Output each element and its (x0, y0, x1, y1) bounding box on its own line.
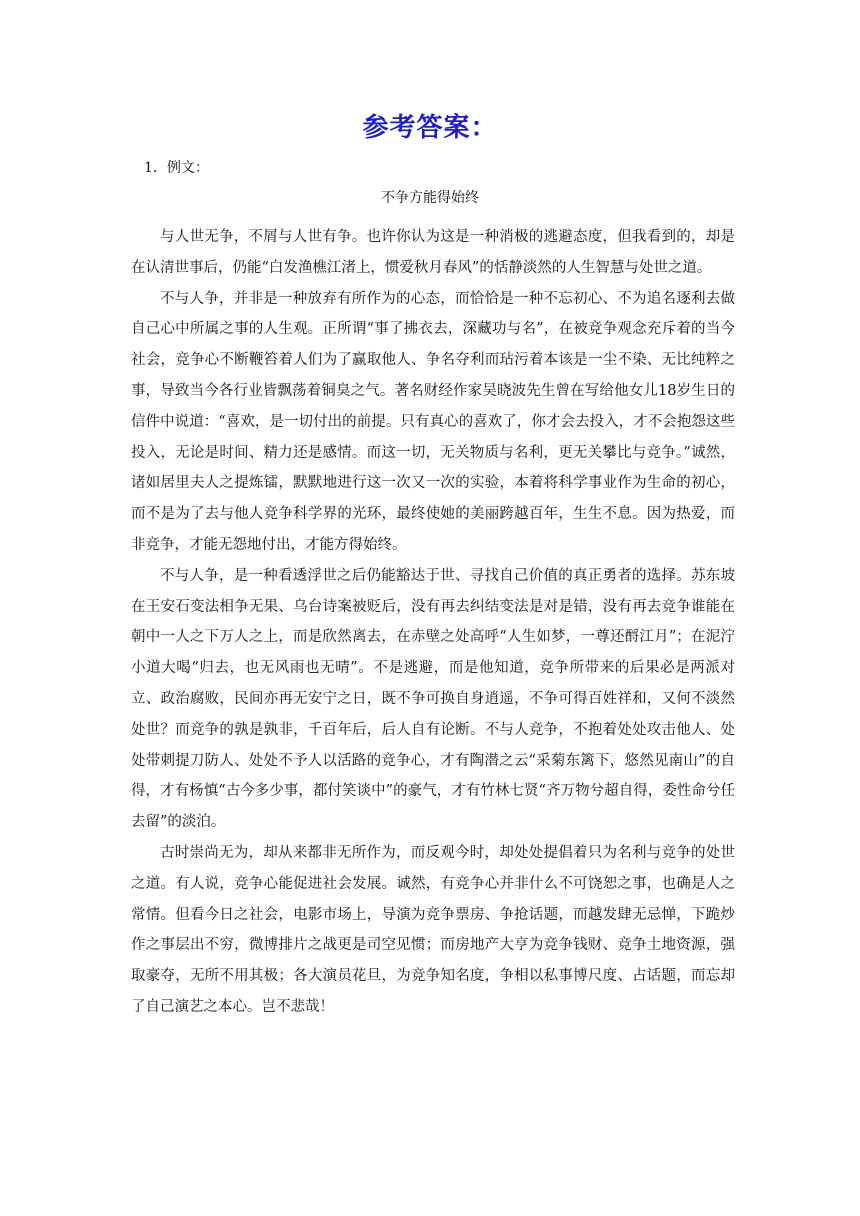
paragraph-2: 不与人争，并非是一种放弃有所作为的心态，而恰恰是一种不忘初心、不为追名逐利去做自己心中所属之事的人生观。正所谓“事了拂衣去，深藏功与名”，在被竞争观念充斥着的当今社会，竞争心不断鞭笞着人们为了赢取他人、争名夺利而玷污着本该是一尘不染、无比纯粹之事，导致当今各行业皆飘荡着铜臭之气。著名财经作家吴晓波先生曾在写给他女儿18岁生日的信件中说道：“喜欢，是一切付出的前提。只有真心的喜欢了，你才会去投入，才不会抱怨这些投入，无论是时间、精力还是感情。而这一切，无关物质与名利，更无关攀比与竞争。”诚然，诸如居里夫人之提炼镭，默默地进行这一次又一次的实验，本着将科学事业作为生命的初心，而不是为了去与他人竞争科学界的光环，最终使她的美丽跨越百年，生生不息。因为热爱，而非竞争，才能无怨地付出，才能方得始终。 (131, 290, 735, 553)
essay-body (131, 222, 735, 1023)
paragraph-3: 不与人争，是一种看透浮世之后仍能豁达于世、寻找自己价值的真正勇者的选择。苏东坡在王安石变法相争无果、乌台诗案被贬后，没有再去纠结变法是对是错，没有再去竞争谁能在朝中一人之下万人之上，而是欣然离去，在赤壁之处高呼“人生如梦，一尊还酹江月”；在泥泞小道大喝“归去，也无风雨也无晴”。不是逃避，而是他知道，竞争所带来的后果必是两派对立、政治腐败，民间亦再无安宁之日，既不争可换自身逍遥，不争可得百姓祥和，又何不淡然处世？而竞争的孰是孰非，千百年后，后人自有论断。不与人竞争，不抱着处处攻击他人、处处带刺提刀防人、处处不予人以活路的竞争心，才有陶潜之云“采菊东篱下，悠然见南山”的自得，才有杨慎“古今多少事，都付笑谈中”的豪气，才有竹林七贤“齐万物兮超自得，委性命兮任去留”的淡泊。 (131, 567, 735, 831)
paragraph-1: 与人世无争，不屑与人世有争。也许你认为这是一种消极的逃避态度，但我看到的，却是在认清世事后，仍能“白发渔樵江渚上，惯爱秋月春风”的恬静淡然的人生智慧与处世之道。 (131, 229, 735, 276)
paragraph-4: 古时崇尚无为，却从来都非无所作为，而反观今时，却处处提倡着只为名利与竞争的处世之道。有人说，竞争心能促进社会发展。诚然，有竞争心并非什么不可饶恕之事，也确是人之常情。但看今日之社会，电影市场上，导演为竞争票房、争抢话题，而越发肆无忌惮，下跪炒作之事层出不穷，微博排片之战更是司空见惯；而房地产大亨为竞争钱财、竞争土地资源，强取豪夺，无所不用其极；各大演员花旦，为竞争知名度，争相以私事博尺度、占话题，而忘却了自己演艺之本心。岂不悲哉！ (131, 844, 735, 1015)
answer-heading: 参考答案： (362, 113, 498, 143)
essay-title: 不争方能得始终 (381, 190, 479, 206)
question-label: 1．例文： (144, 160, 209, 176)
